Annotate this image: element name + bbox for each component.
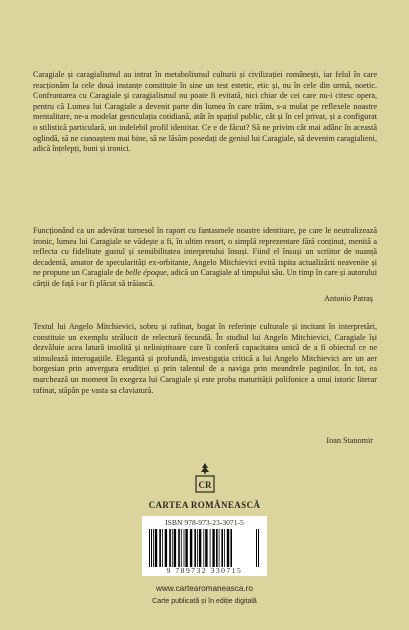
barcode-bar bbox=[149, 529, 150, 567]
barcode-bar bbox=[256, 529, 257, 567]
barcode-bar bbox=[151, 529, 152, 567]
barcode-bar bbox=[199, 529, 201, 567]
barcode-bar bbox=[155, 529, 157, 567]
barcode-bar bbox=[224, 529, 225, 567]
logo-letters: CR bbox=[198, 480, 212, 490]
barcode-digits: 9 789732 330715 bbox=[166, 566, 243, 575]
barcode-bar bbox=[212, 529, 214, 567]
barcode-bar bbox=[174, 529, 176, 567]
blurb-text-2b: , adică un Caragiale al timpului său. Un timp în care și autorului cărții de față i-ar fi plăcut să trăiască. bbox=[33, 268, 378, 288]
barcode-bar bbox=[159, 529, 161, 567]
barcode-bar bbox=[178, 529, 180, 567]
barcode-bar bbox=[230, 529, 232, 567]
blurb-text-3: Textul lui Angelo Mitchievici, sobru și rafinat, bogat în referințe culturale și incitant în interpretări, constituie un exemplu strălucit de relectură fecundă. În studiul lui Angelo Mitchievici, Caragiale își dezvăluie acea latură insolită și neliniștitoare care îi conferă capacitatea unică de a fi obiectul ce ne stimulează interogațiile. Elegantă și profundă, investigația critică a lui Angelo Mitchievici are un aer borgesian prin anvergura erudiției și prin talentul de a naviga prin meandrele paginilor. În tot, ea marchează un moment în exegeza lui Caragiale și este proba maturității polifonice a unui istoric literar rafinat, stăpân pe vasta sa claviatură. bbox=[33, 322, 377, 395]
digital-edition-tagline: Carte publicată și în ediție digitală bbox=[152, 598, 257, 605]
blurb-paragraph-2 bbox=[33, 226, 377, 290]
barcode-bar bbox=[227, 529, 229, 567]
signature-ioan-stanomir: Ioan Stanomir bbox=[326, 436, 373, 445]
barcode-bar bbox=[165, 529, 167, 567]
barcode-bar bbox=[190, 529, 192, 567]
barcode-bar bbox=[184, 529, 185, 567]
barcode-bar bbox=[221, 529, 223, 567]
blurb-text-2 bbox=[33, 226, 377, 290]
barcode-bar bbox=[185, 529, 187, 567]
barcode-bar bbox=[219, 529, 220, 567]
barcode-bar bbox=[203, 529, 204, 567]
blurb-text-1: Caragiale și caragialismul au intrat în metabolismul culturii și civilizației românești, iar felul în care reacționăm la cele două instanțe constituie în sine un test estetic, etic și, nu în cele din urmă, noetic. Confruntarea cu Caragiale și caragialismul nu poate fi evitată, nici chiar de cei care nu-i citesc opera, pentru că Lumea lui Caragiale a devenit parte din lumea în care trăim, s-a mulat pe reflexele noastre mentalitare, ne-a modelat gesticulația cotidiană, atât în spațiul public, cât și în cel privat, și a configurat o stilistică particulară, un indelebil profil identitar. Ce e de făcut? Să ne privim cât mai adânc în această oglindă, să ne cunoaștem mai bine, să ne lăsăm posedați de geniul lui Caragiale, să devenim caragialieni, adică înțelepți, buni și ironici. bbox=[33, 70, 377, 154]
barcode-bar bbox=[172, 529, 173, 567]
blurb-paragraph-1 bbox=[33, 70, 377, 155]
signature-antonio-patras: Antonio Patraș bbox=[324, 294, 373, 303]
blurb-paragraph-3 bbox=[33, 322, 377, 396]
barcode-bar bbox=[258, 529, 259, 567]
isbn-label: ISBN 978-973-23-3071-5 bbox=[165, 518, 244, 527]
barcode-bar bbox=[216, 529, 218, 567]
barcode-bar bbox=[153, 529, 154, 567]
barcode-bar bbox=[181, 529, 182, 567]
blurb-italic-phrase: belle époque bbox=[125, 268, 167, 278]
publisher-website: www.cartearomaneasca.ro bbox=[156, 584, 253, 593]
barcode-bar bbox=[194, 529, 196, 567]
barcode-bar bbox=[169, 529, 171, 567]
barcode-bar bbox=[210, 529, 211, 567]
barcode-bar bbox=[205, 529, 207, 567]
barcode-bar bbox=[162, 529, 163, 567]
publisher-logo-icon bbox=[194, 462, 216, 494]
blurb-text-2a: Funcționând ca un adevărat turnesol în raport cu fantasmele noastre identitare, pe care le neutralizează ironic, lumea lui Caragiale se vădește a fi, în ultim resort, o simplă reprezentare fără conținut, menită a reflecta cu fidelitate gustul și sensibilitatea interpretului însuși. Fiind el însuși un scriitor de nuanță decadentă, amator de specularități ex-orbitante, Angelo Mitchievici evită ispita actualizării neavenite și ne propune un Caragiale de bbox=[33, 226, 377, 278]
barcode-block bbox=[142, 516, 267, 576]
barcode-bar bbox=[197, 529, 198, 567]
barcode-icon bbox=[148, 529, 261, 567]
publisher-name: CARTEA ROMÂNEASCĂ bbox=[148, 500, 261, 510]
